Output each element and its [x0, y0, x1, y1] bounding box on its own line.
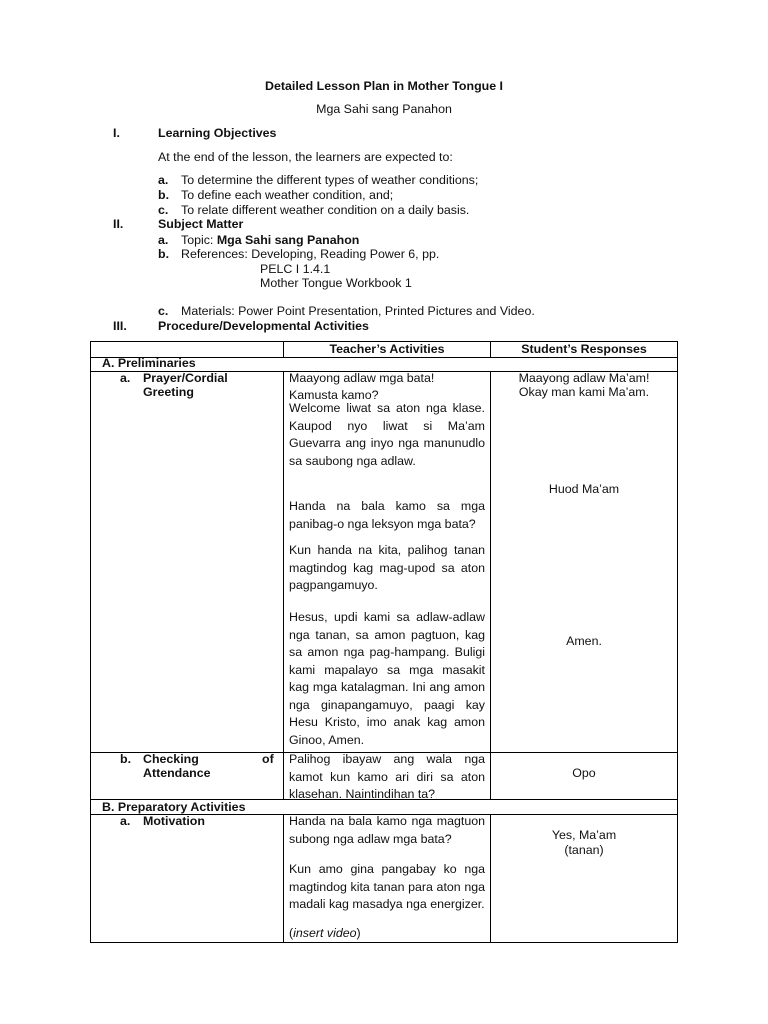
attendance-label-of: of [262, 752, 274, 766]
motivation-label: Motivation [143, 814, 205, 828]
table-border-left [90, 341, 91, 943]
objective-b-letter: b. [158, 188, 170, 202]
attendance-student-opo: Opo [572, 766, 596, 780]
attendance-teacher-text: Palihog ibayaw ang wala nga kamot kun kamo ari diri sa aton klasehan. Naintindihan ta? [289, 752, 485, 801]
motivation-student-line1: Yes, Ma’am [551, 828, 617, 842]
references-letter: b. [158, 247, 170, 261]
col-sep-2-section-a [490, 371, 491, 799]
motivation-teacher-video [289, 925, 485, 943]
topic-letter: a. [158, 233, 169, 247]
prayer-label-line2: Greeting [143, 385, 194, 399]
attendance-label-line2: Attendance [143, 766, 211, 780]
references-text: References: Developing, Reading Power 6, pp. [181, 247, 440, 261]
greeting-teacher-line1: Maayong adlaw mga bata! [289, 371, 435, 385]
header-teacher-activities: Teacher’s Activities [329, 342, 445, 356]
topic-label: Topic: [181, 233, 217, 247]
reference-workbook: Mother Tongue Workbook 1 [260, 276, 412, 290]
section-3-title: Procedure/Developmental Activities [158, 319, 369, 333]
header-student-responses: Student’s Responses [521, 342, 647, 356]
greeting-student-huod: Huod Ma’am [548, 482, 620, 496]
objective-a-letter: a. [158, 173, 169, 187]
section-a-preliminaries: A. Preliminaries [102, 356, 196, 370]
document-subtitle: Mga Sahi sang Panahon [316, 102, 452, 116]
topic-line [181, 233, 359, 247]
section-2-number: II. [113, 217, 124, 231]
document-title: Detailed Lesson Plan in Mother Tongue I [265, 79, 503, 93]
greeting-student-amen: Amen. [566, 634, 602, 648]
greeting-teacher-welcome: Welcome liwat sa aton nga klase. Kaupod nyo liwat si Ma’am Guevarra ang inyo nga manunudlo sa saubong nga adlaw. [289, 401, 485, 468]
greeting-teacher-line2: Kamusta kamo? [289, 388, 379, 402]
objective-c-letter: c. [158, 203, 169, 217]
objective-c-text: To relate different weather condition on a daily basis. [181, 203, 470, 217]
section-1-number: I. [113, 126, 120, 140]
motivation-teacher-energizer: Kun amo gina pangabay ko nga magtindog kita tanan para aton nga madali kag masadya nga energizer. [289, 862, 485, 911]
section-b-preparatory: B. Preparatory Activities [102, 800, 246, 814]
prayer-letter: a. [120, 371, 131, 385]
greeting-teacher-ready: Handa na bala kamo sa mga panibag-o nga leksyon mga bata? [289, 499, 485, 531]
video-paren-open: ( [289, 926, 294, 940]
procedure-table [90, 341, 678, 943]
motivation-student-line2: (tanan) [564, 843, 604, 857]
motivation-teacher-ready: Handa na bala kamo nga magtuon subong nga adlaw mga bata? [289, 814, 485, 846]
materials-letter: c. [158, 304, 169, 318]
objective-b-text: To define each weather condition, and; [181, 188, 394, 202]
col-sep-1-section-a [283, 371, 284, 799]
greeting-student-line2: Okay man kami Ma’am. [518, 385, 650, 399]
attendance-letter: b. [120, 752, 132, 766]
greeting-teacher-stand: Kun handa na kita, palihog tanan magtindog kag mag-upod sa aton pagpangamuyo. [289, 543, 485, 592]
materials-text: Materials: Power Point Presentation, Printed Pictures and Video. [181, 304, 535, 318]
topic-value: Mga Sahi sang Panahon [216, 233, 360, 247]
objective-a-text: To determine the different types of weather conditions; [181, 173, 479, 187]
insert-video-note: insert video [293, 926, 357, 940]
attendance-label-line1: Checking [143, 752, 199, 766]
section-1-title: Learning Objectives [158, 126, 277, 140]
greeting-teacher-prayer: Hesus, updi kami sa adlaw-adlaw nga tanan, sa amon pagtuon, kag sa amon nga pag-hampang. Buligi kami mapalayo sa mga masakit kag mga katalagman. Ini ang amon nga ginapangamuyo, paagi kay Hesu Kristo, imo anak kag amon Ginoo, Amen. [289, 610, 485, 747]
objectives-intro: At the end of the lesson, the learners are expected to: [158, 150, 453, 164]
video-paren-close: ) [356, 926, 361, 940]
section-3-number: III. [113, 319, 127, 333]
greeting-student-line1: Maayong adlaw Ma’am! [518, 371, 650, 385]
section-2-title: Subject Matter [158, 217, 244, 231]
col-sep-1-section-b [283, 814, 284, 943]
prayer-label-line1: Prayer/Cordial [143, 371, 228, 385]
table-border-right [677, 341, 678, 943]
motivation-letter: a. [120, 814, 131, 828]
reference-pelc: PELC I 1.4.1 [260, 262, 331, 276]
